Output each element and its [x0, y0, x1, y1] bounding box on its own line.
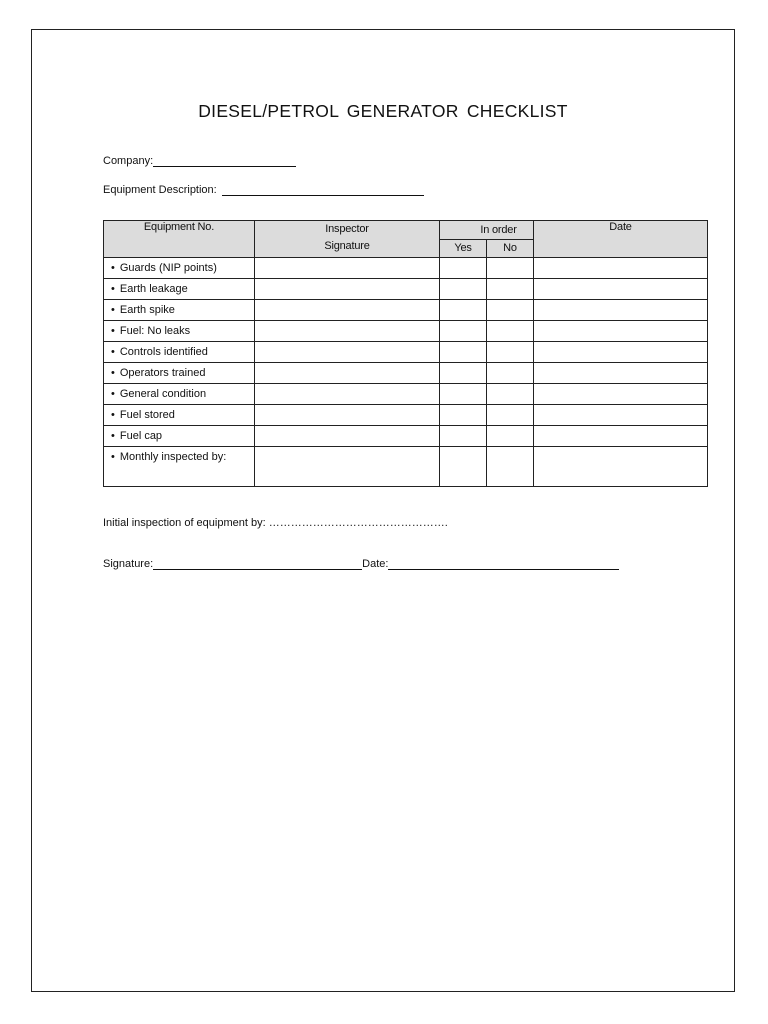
checklist-table [103, 220, 708, 487]
bullet: • [111, 304, 115, 316]
initial-inspection-line: Initial inspection of equipment by: …………………………………………. [103, 517, 448, 529]
bullet: • [111, 325, 115, 337]
item-cell [104, 321, 255, 342]
item-label: Earth leakage [119, 283, 188, 295]
yes-cell[interactable] [440, 426, 487, 447]
inspector-signature-cell[interactable] [255, 384, 440, 405]
inspector-signature-cell[interactable] [255, 342, 440, 363]
item-label: Operators trained [119, 367, 206, 379]
item-cell [104, 447, 255, 487]
item-cell [104, 342, 255, 363]
yes-cell[interactable] [440, 342, 487, 363]
signature-blank-line[interactable] [153, 557, 362, 570]
signature-date-line [103, 557, 619, 570]
document-page [31, 29, 735, 992]
yes-cell[interactable] [440, 363, 487, 384]
inspector-signature-cell[interactable] [255, 426, 440, 447]
table-row [104, 384, 708, 405]
item-label: General condition [119, 388, 207, 400]
date-label: Date: [362, 558, 389, 570]
no-cell[interactable] [487, 342, 534, 363]
date-cell[interactable] [534, 384, 708, 405]
bullet: • [111, 451, 115, 463]
header-yes: Yes [440, 240, 487, 258]
signature-label: Signature: [103, 558, 154, 570]
company-blank-line[interactable] [153, 154, 296, 167]
no-cell[interactable] [487, 279, 534, 300]
bullet: • [111, 262, 115, 274]
equipment-description-label: Equipment Description: [103, 184, 217, 196]
inspector-signature-cell[interactable] [255, 405, 440, 426]
item-cell [104, 258, 255, 279]
table-row [104, 405, 708, 426]
date-cell[interactable] [534, 363, 708, 384]
date-cell[interactable] [534, 258, 708, 279]
company-label: Company: [103, 155, 154, 167]
table-row [104, 300, 708, 321]
header-inspector-signature [255, 221, 440, 258]
header-equipment-no: Equipment No. [104, 221, 255, 258]
date-cell[interactable] [534, 342, 708, 363]
date-cell[interactable] [534, 321, 708, 342]
yes-cell[interactable] [440, 321, 487, 342]
table-row [104, 279, 708, 300]
no-cell[interactable] [487, 426, 534, 447]
table-row [104, 363, 708, 384]
header-in-order [440, 221, 534, 240]
table-row [104, 447, 708, 487]
yes-cell[interactable] [440, 258, 487, 279]
item-label: Fuel stored [119, 409, 175, 421]
no-cell[interactable] [487, 258, 534, 279]
table-row [104, 321, 708, 342]
date-cell[interactable] [534, 426, 708, 447]
yes-cell[interactable] [440, 300, 487, 321]
no-cell[interactable] [487, 300, 534, 321]
header-date: Date [534, 221, 708, 258]
no-cell[interactable] [487, 321, 534, 342]
date-blank-line[interactable] [388, 557, 619, 570]
item-label: Guards (NIP points) [119, 262, 217, 274]
item-label: Monthly inspected by: [119, 451, 227, 463]
bullet: • [111, 388, 115, 400]
no-cell[interactable] [487, 384, 534, 405]
item-label: Controls identified [119, 346, 208, 358]
table-row [104, 342, 708, 363]
equipment-description-blank-line[interactable] [222, 183, 424, 196]
item-cell [104, 426, 255, 447]
item-cell [104, 384, 255, 405]
inspector-signature-cell[interactable] [255, 363, 440, 384]
bullet: • [111, 409, 115, 421]
date-cell[interactable] [534, 405, 708, 426]
inspector-signature-cell[interactable] [255, 279, 440, 300]
table-row [104, 258, 708, 279]
inspector-signature-cell[interactable] [255, 258, 440, 279]
no-cell[interactable] [487, 405, 534, 426]
item-cell [104, 363, 255, 384]
yes-cell[interactable] [440, 279, 487, 300]
inspector-signature-cell[interactable] [255, 300, 440, 321]
company-field [103, 154, 296, 167]
item-cell [104, 405, 255, 426]
table-row [104, 426, 708, 447]
no-cell[interactable] [487, 363, 534, 384]
header-no: No [487, 240, 534, 258]
item-cell [104, 279, 255, 300]
header-in-order-label: In order [480, 224, 517, 236]
page-title: DIESEL/PETROL GENERATOR CHECKLIST [198, 101, 568, 121]
no-cell[interactable] [487, 447, 534, 487]
header-inspector-line1: Inspector [325, 223, 369, 235]
yes-cell[interactable] [440, 405, 487, 426]
date-cell[interactable] [534, 300, 708, 321]
equipment-description-field [103, 183, 424, 196]
yes-cell[interactable] [440, 447, 487, 487]
inspector-signature-cell[interactable] [255, 321, 440, 342]
checklist-body [104, 258, 708, 487]
inspector-signature-cell[interactable] [255, 447, 440, 487]
item-label: Fuel cap [119, 430, 163, 442]
bullet: • [111, 430, 115, 442]
item-cell [104, 300, 255, 321]
date-cell[interactable] [534, 447, 708, 487]
bullet: • [111, 283, 115, 295]
yes-cell[interactable] [440, 384, 487, 405]
item-label: Fuel: No leaks [119, 325, 191, 337]
date-cell[interactable] [534, 279, 708, 300]
item-label: Earth spike [119, 304, 175, 316]
header-inspector-line2: Signature [324, 240, 370, 252]
bullet: • [111, 367, 115, 379]
bullet: • [111, 346, 115, 358]
